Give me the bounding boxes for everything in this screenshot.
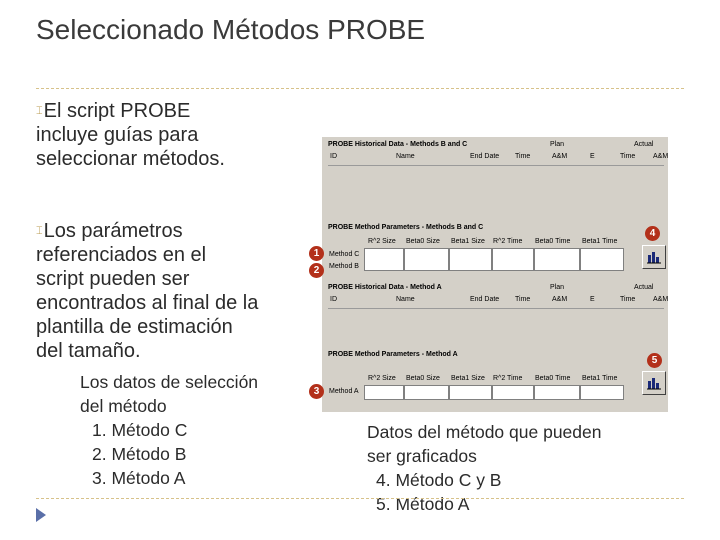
graph-caption-heading: Datos del método que pueden ser graficados — [367, 422, 602, 466]
param-cell — [449, 248, 492, 271]
bullet-marker-icon: ⌶ — [36, 225, 43, 237]
section-title: PROBE Historical Data - Method A — [328, 284, 442, 291]
actual-label: Actual — [634, 284, 654, 291]
list-item: 2. Método B — [92, 444, 187, 464]
param-cell — [364, 385, 404, 400]
selection-data-list — [92, 418, 187, 490]
callout-badge-1: 1 — [309, 246, 324, 261]
section-title: PROBE Method Parameters - Methods B and C — [328, 224, 484, 231]
bar-chart-icon — [643, 246, 665, 268]
list-item: 4. Método C y B — [376, 470, 502, 490]
next-slide-arrow-icon[interactable] — [36, 508, 46, 522]
divider — [328, 165, 664, 166]
graph-caption-list — [376, 468, 501, 516]
bullet-marker-icon: ⌶ — [36, 105, 43, 117]
param-cell — [364, 248, 404, 271]
bullet-2: ⌶Los parámetros referenciados en el script pueden ser encontrados al final de la plantilla de estimación del tamaño. — [36, 220, 259, 362]
param-cell — [492, 385, 534, 400]
list-item: 3. Método A — [92, 468, 186, 488]
row-label: Method A — [329, 388, 359, 395]
param-cell — [492, 248, 534, 271]
actual-label: Actual — [634, 141, 654, 148]
param-cell — [449, 385, 492, 400]
title-divider — [36, 88, 684, 89]
graph-button-bc[interactable] — [642, 245, 666, 269]
selection-data-heading: Los datos de selección del método — [80, 372, 259, 416]
graph-button-a[interactable] — [642, 371, 666, 395]
param-cell — [580, 385, 624, 400]
param-cell — [534, 248, 580, 271]
bullet-1: ⌶El script PROBE incluye guías para seleccionar métodos. — [36, 100, 225, 170]
section-title: PROBE Method Parameters - Method A — [328, 351, 458, 358]
slide-title: Seleccionado Métodos PROBE — [36, 14, 426, 45]
footer-divider — [36, 498, 684, 499]
plan-label: Plan — [550, 141, 565, 148]
row-label: Method B — [329, 263, 359, 270]
row-label: Method C — [329, 251, 360, 258]
list-item: 1. Método C — [92, 420, 188, 440]
section-title: PROBE Historical Data - Methods B and C — [328, 141, 468, 148]
param-cell — [404, 248, 449, 271]
callout-badge-4: 4 — [645, 226, 660, 241]
param-cell — [534, 385, 580, 400]
divider — [328, 308, 664, 309]
callout-badge-5: 5 — [647, 353, 662, 368]
param-cell — [580, 248, 624, 271]
bar-chart-icon — [643, 372, 665, 394]
list-item: 5. Método A — [376, 494, 470, 514]
callout-badge-2: 2 — [309, 263, 324, 278]
plan-label: Plan — [550, 284, 565, 291]
callout-badge-3: 3 — [309, 384, 324, 399]
param-cell — [404, 385, 449, 400]
probe-template-screenshot: PROBE Historical Data - Methods B and C Plan Actual ID Name End Date Time A&M E Time A&M PROBE Method Parameters - Methods B and C R^2 Size Beta0 Size Beta1 Size R^2 Time Beta0 Time Beta1 Time Method C Method B PROBE Historical Data - Method A Plan Actual ID Name End Date Time A&M E Time A&M PROBE Method Parameters - Method A R^2 Size Beta0 Size Beta1 Size R^2 Time Beta0 Time Beta1 Time Method A — [322, 137, 668, 412]
